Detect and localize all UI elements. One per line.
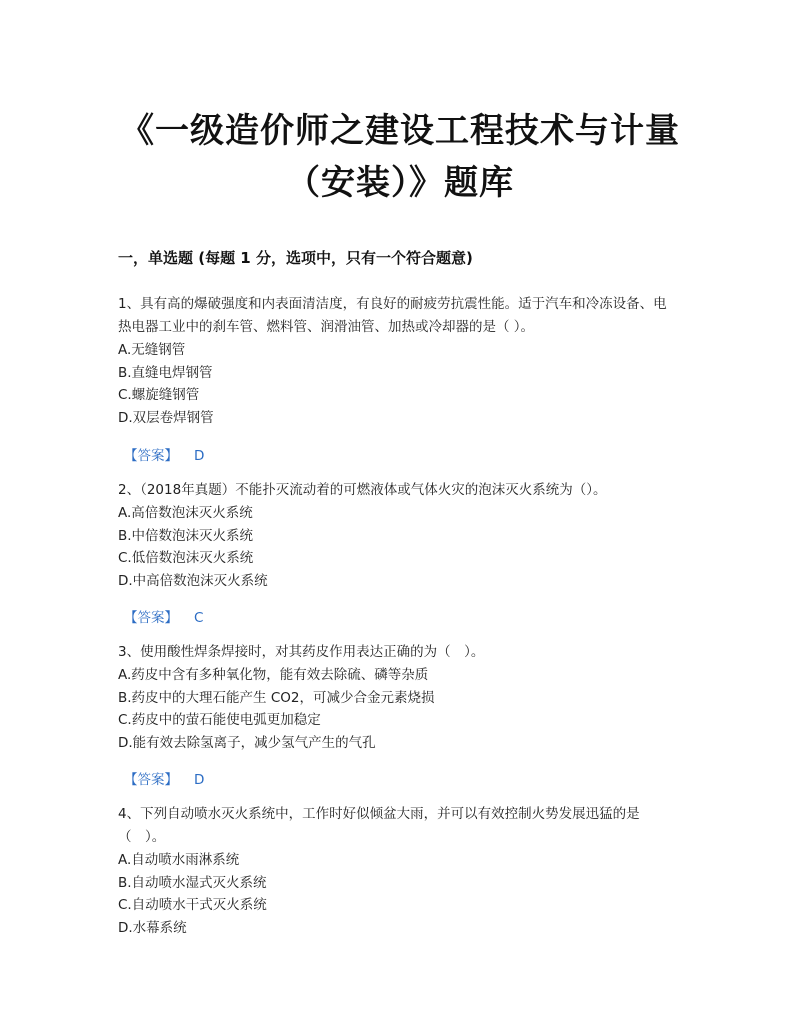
- question-1: [118, 293, 678, 429]
- option-a: A.无缝钢管: [118, 342, 186, 358]
- answer-1: [124, 444, 204, 464]
- option-d: D.能有效去除氢离子，减少氢气产生的气孔: [118, 734, 376, 751]
- answer-label: 【答案】: [124, 448, 178, 464]
- option-d: D.水幕系统: [118, 919, 187, 936]
- question-text: 4、下列自动喷水灭火系统中，工作时好似倾盆大雨，并可以有效控制火势发展迅猛的是（ ）。: [118, 806, 640, 845]
- option-list: [118, 502, 678, 592]
- question-3: [118, 641, 678, 754]
- option-c: C.螺旋缝钢管: [118, 387, 200, 403]
- document-title-line-2: （安装）》题库: [286, 163, 514, 203]
- answer-value: D: [194, 448, 205, 464]
- answer-label: 【答案】: [124, 772, 178, 788]
- option-list: [118, 339, 678, 429]
- section-heading: 一，单选题 (每题 1 分，选项中，只有一个符合题意): [118, 249, 473, 267]
- option-c: C.低倍数泡沫灭火系统: [118, 550, 254, 566]
- option-a: A.药皮中含有多种氧化物，能有效去除硫、磷等杂质: [118, 667, 429, 683]
- answer-label: 【答案】: [124, 610, 178, 626]
- question-text: 1、具有高的爆破强度和内表面清洁度，有良好的耐疲劳抗震性能。适于汽车和冷冻设备、电热电器工业中的刹车管、燃料管、润滑油管、加热或冷却器的是（ ）。: [118, 296, 667, 335]
- option-list: [118, 849, 678, 939]
- option-b: B.直缝电焊钢管: [118, 364, 213, 381]
- option-list: [118, 664, 678, 754]
- option-c: C.自动喷水干式灭火系统: [118, 897, 267, 913]
- option-d: D.中高倍数泡沫灭火系统: [118, 572, 268, 589]
- option-c: C.药皮中的萤石能使电弧更加稳定: [118, 712, 321, 728]
- answer-3: [124, 768, 204, 788]
- answer-2: [124, 606, 203, 626]
- answer-value: D: [194, 772, 205, 788]
- option-a: A.自动喷水雨淋系统: [118, 852, 240, 868]
- option-d: D.双层卷焊钢管: [118, 409, 214, 426]
- option-b: B.中倍数泡沫灭火系统: [118, 527, 254, 544]
- document-title-line-1: 《一级造价师之建设工程技术与计量: [120, 111, 680, 151]
- option-a: A.高倍数泡沫灭火系统: [118, 505, 253, 521]
- question-text: 2、（2018年真题）不能扑灭流动着的可燃液体或气体火灾的泡沫灭火系统为（）。: [118, 482, 607, 498]
- answer-value: C: [194, 610, 204, 626]
- option-b: B.药皮中的大理石能产生 CO2，可减少合金元素烧损: [118, 689, 435, 706]
- question-4: [118, 803, 678, 939]
- question-2: [118, 479, 678, 592]
- option-b: B.自动喷水湿式灭火系统: [118, 874, 267, 891]
- question-text: 3、使用酸性焊条焊接时，对其药皮作用表达正确的为（ ）。: [118, 644, 485, 660]
